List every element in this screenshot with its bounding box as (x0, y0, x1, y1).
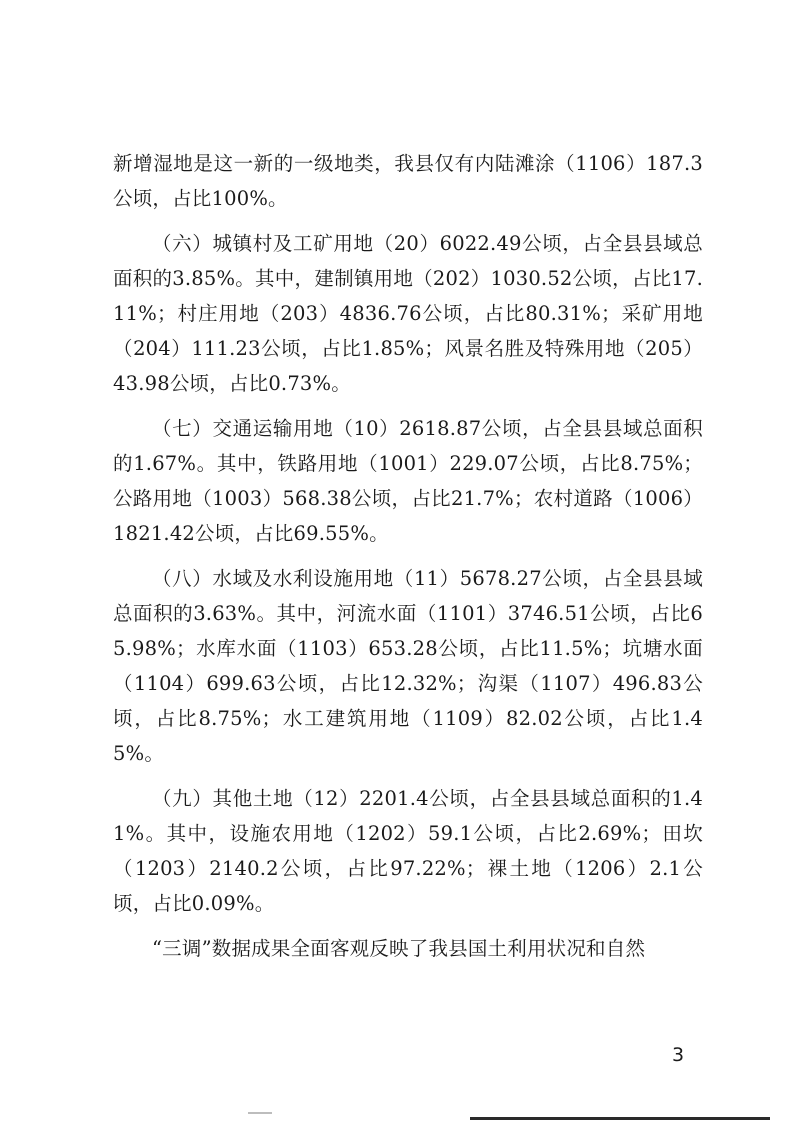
scan-artifact (248, 1112, 272, 1114)
paragraph-transport-land: （七）交通运输用地（10）2618.87公顷，占全县县域总面积的1.67%。其中，铁路用地（1001）229.07公顷，占比8.75%；公路用地（1003）568.38公顷，占比21.7%；农村道路（1006）1821.42公顷，占比69.55%。 (113, 417, 703, 545)
paragraph-survey-results: “三调”数据成果全面客观反映了我县国土利用状况和自然 (152, 937, 646, 960)
paragraph-other-land: （九）其他土地（12）2201.4公顷，占全县县域总面积的1.41%。其中，设施农用地（1202）59.1公顷，占比2.69%；田坎（1203）2140.2公顷，占比97.22%；裸土地（1206）2.1公顷，占比0.09%。 (113, 787, 703, 915)
paragraph-wetland: 新增湿地是这一新的一级地类，我县仅有内陆滩涂（1106）187.3公顷，占比100%。 (113, 152, 703, 210)
paragraph-water-land: （八）水域及水利设施用地（11）5678.27公顷，占全县县域总面积的3.63%。其中，河流水面（1101）3746.51公顷，占比65.98%；水库水面（1103）653.28公顷，占比11.5%；坑塘水面（1104）699.63公顷，占比12.32%；沟渠（1107）496.83公顷，占比8.75%；水工建筑用地（1109）82.02公顷，占比1.45%。 (113, 567, 703, 765)
scan-edge-line (470, 1117, 770, 1120)
page-number: 3 (672, 1044, 685, 1066)
paragraph-urban-mining-land: （六）城镇村及工矿用地（20）6022.49公顷，占全县县域总面积的3.85%。其中，建制镇用地（202）1030.52公顷，占比17.11%；村庄用地（203）4836.76公顷，占比80.31%；采矿用地（204）111.23公顷，占比1.85%；风景名胜及特殊用地（205）43.98公顷，占比0.73%。 (113, 232, 703, 395)
body-text (113, 146, 703, 976)
